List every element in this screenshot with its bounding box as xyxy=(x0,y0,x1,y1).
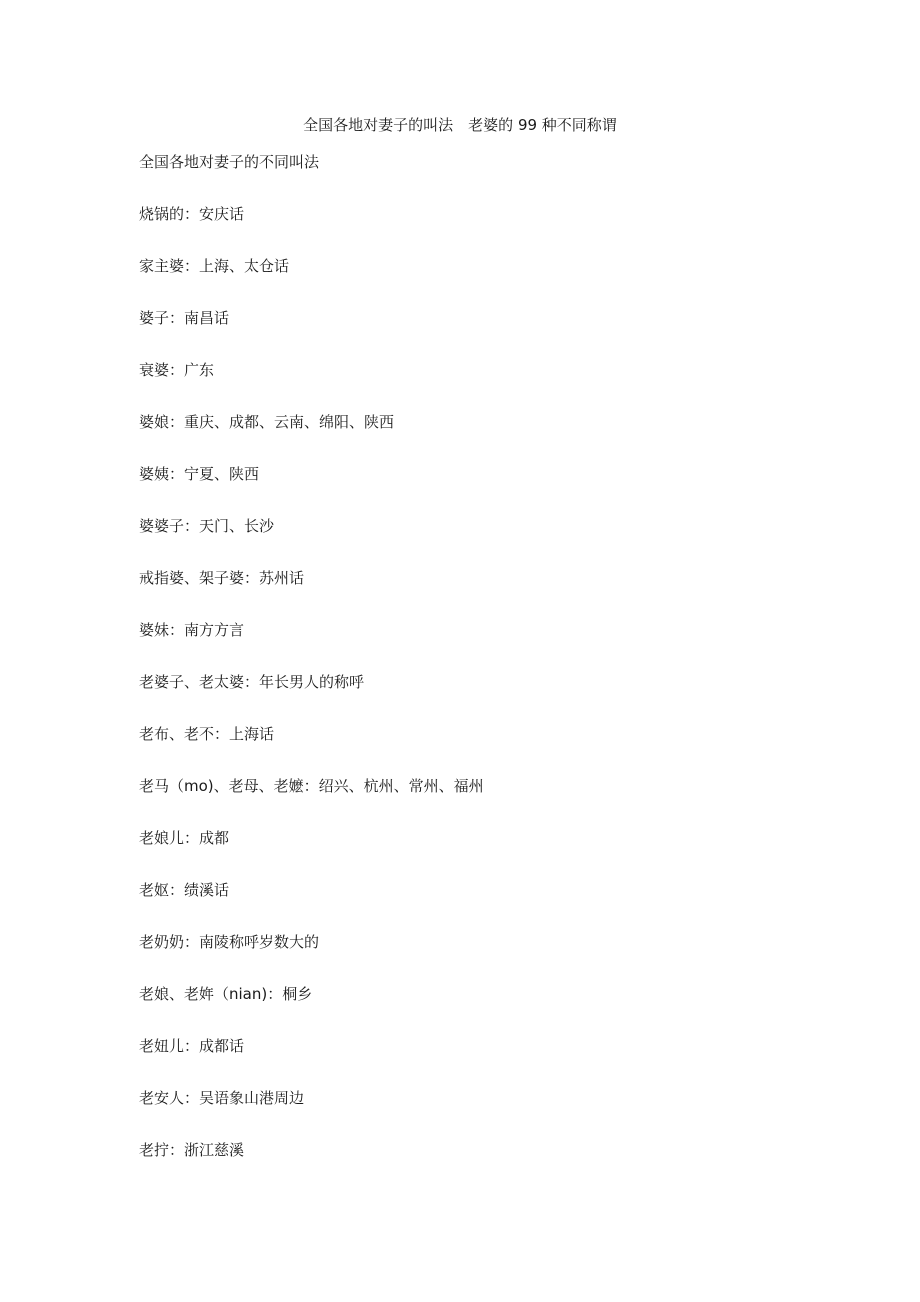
text-line: 婆婆子：天门、长沙 xyxy=(139,517,275,535)
text-line: 老妞儿：成都话 xyxy=(139,1037,245,1055)
text-line: 老娘、老姩（nian)：桐乡 xyxy=(139,985,313,1003)
text-line: 老布、老不：上海话 xyxy=(139,725,275,743)
text-line: 老拧：浙江慈溪 xyxy=(139,1141,245,1159)
text-line: 婆子：南昌话 xyxy=(139,309,230,327)
text-line: 戒指婆、架子婆：苏州话 xyxy=(139,569,305,587)
text-line: 全国各地对妻子的不同叫法 xyxy=(139,153,320,171)
text-line: 老婆子、老太婆：年长男人的称呼 xyxy=(139,673,365,691)
text-line: 烧锅的：安庆话 xyxy=(139,205,245,223)
text-line: 老安人：吴语象山港周边 xyxy=(139,1089,305,1107)
text-line: 婆妹：南方方言 xyxy=(139,621,245,639)
text-line: 婆娘：重庆、成都、云南、绵阳、陕西 xyxy=(139,413,395,431)
text-line: 家主婆：上海、太仓话 xyxy=(139,257,290,275)
text-line: 老马（mo)、老母、老嬷：绍兴、杭州、常州、福州 xyxy=(139,777,484,795)
text-line: 老妪：绩溪话 xyxy=(139,881,230,899)
document-body xyxy=(139,151,839,1191)
text-line: 衰婆：广东 xyxy=(139,361,215,379)
text-line: 婆姨：宁夏、陕西 xyxy=(139,465,260,483)
text-line: 老娘儿：成都 xyxy=(139,829,230,847)
text-line: 老奶奶：南陵称呼岁数大的 xyxy=(139,933,320,951)
document-title: 全国各地对妻子的叫法 老婆的 99 种不同称谓 xyxy=(303,116,617,134)
